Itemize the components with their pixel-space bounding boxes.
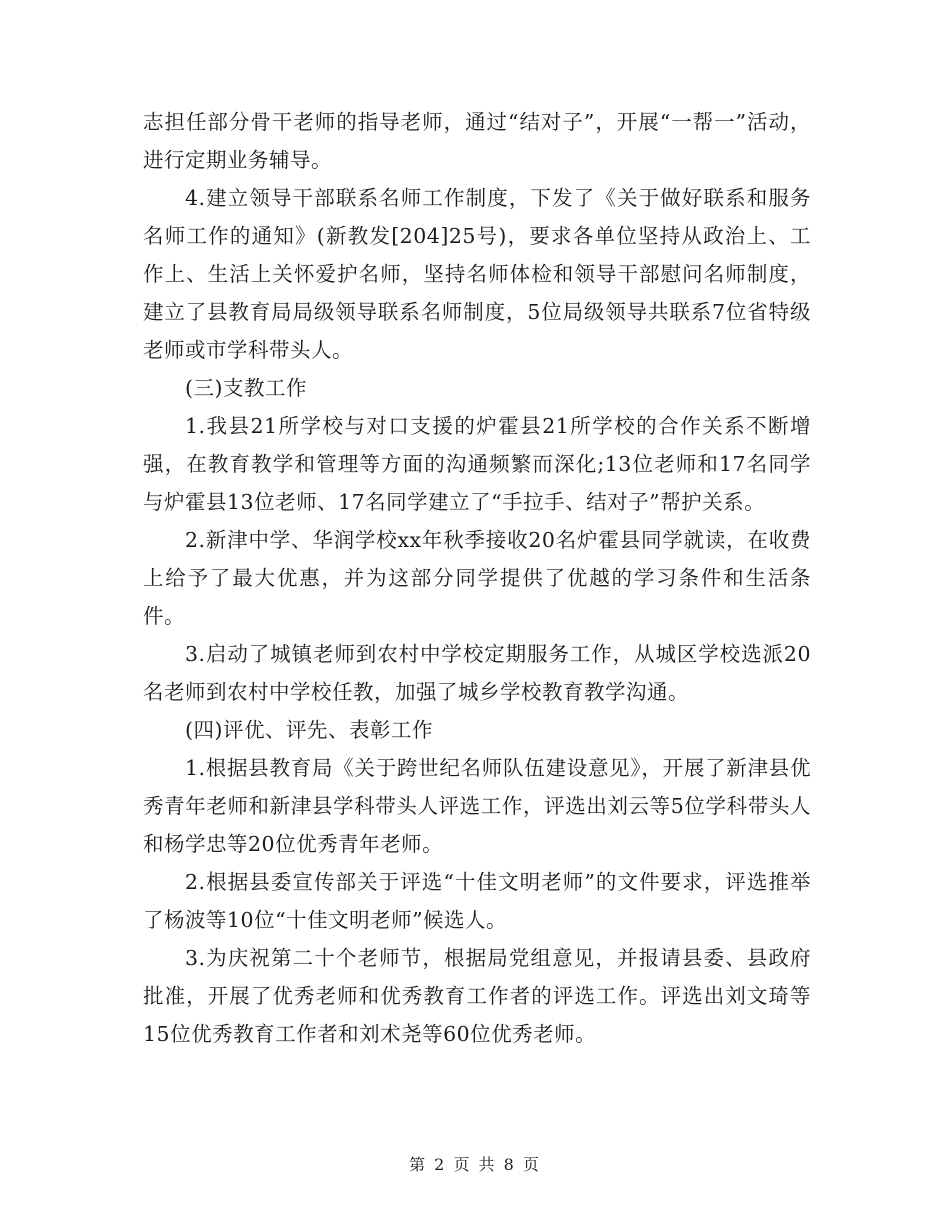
paragraph-4: 1.我县21所学校与对口支援的炉霍县21所学校的合作关系不断增强，在教育教学和管理等方面的沟通频繁而深化;13位老师和17名同学与炉霍县13位老师、17名同学建立了“手拉手、结对子”帮护关系。 xyxy=(143,414,811,514)
paragraph-6: 3.启动了城镇老师到农村中学校定期服务工作，从城区学校选派20名老师到农村中学校任教，加强了城乡学校教育教学沟通。 xyxy=(143,642,811,704)
paragraph-9: 2.根据县委宣传部关于评选“十佳文明老师”的文件要求，评选推举了杨波等10位“十佳文明老师”候选人。 xyxy=(143,870,811,932)
paragraph-1: 志担任部分骨干老师的指导老师，通过“结对子”，开展“一帮一”活动，进行定期业务辅导。 xyxy=(143,110,811,172)
paragraph-10: 3.为庆祝第二十个老师节，根据局党组意见，并报请县委、县政府批准，开展了优秀老师和优秀教育工作者的评选工作。评选出刘文琦等15位优秀教育工作者和刘术尧等60位优秀老师。 xyxy=(143,946,811,1046)
paragraph-2: 4.建立领导干部联系名师工作制度，下发了《关于做好联系和服务名师工作的通知》(新教发[204]25号)，要求各单位坚持从政治上、工作上、生活上关怀爱护名师，坚持名师体检和领导干部慰问名师制度，建立了县教育局局级领导联系名师制度，5位局级领导共联系7位省特级老师或市学科带头人。 xyxy=(143,186,811,362)
paragraph-8: 1.根据县教育局《关于跨世纪名师队伍建设意见》，开展了新津县优秀青年老师和新津县学科带头人评选工作，评选出刘云等5位学科带头人和杨学忠等20位优秀青年老师。 xyxy=(143,756,811,856)
section-heading-support-teaching: (三)支教工作 xyxy=(185,376,307,400)
document-body xyxy=(143,103,811,1053)
page-number-footer: 第 2 页 共 8 页 xyxy=(409,1155,541,1174)
paragraph-5: 2.新津中学、华润学校xx年秋季接收20名炉霍县同学就读，在收费上给予了最大优惠，并为这部分同学提供了优越的学习条件和生活条件。 xyxy=(143,528,811,628)
section-heading-awards: (四)评优、评先、表彰工作 xyxy=(185,718,433,742)
